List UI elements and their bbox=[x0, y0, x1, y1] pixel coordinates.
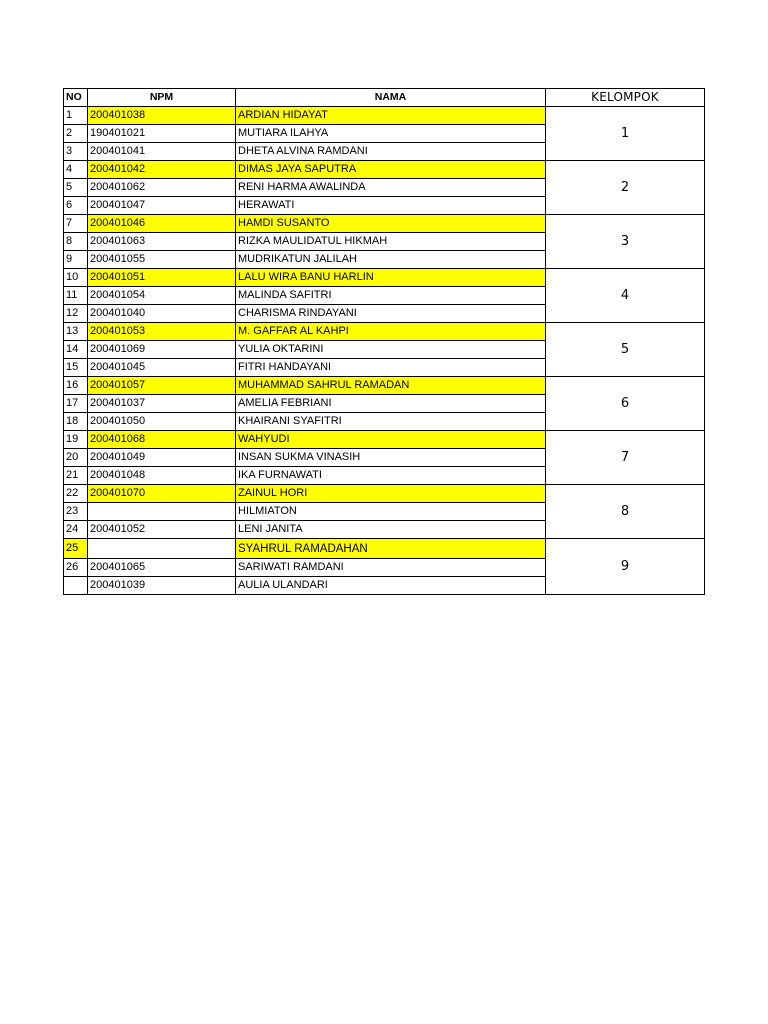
cell-nama: SYAHRUL RAMADAHAN bbox=[236, 539, 546, 559]
cell-nama: YULIA OKTARINI bbox=[236, 341, 546, 359]
cell-npm bbox=[88, 539, 236, 559]
cell-nama: LALU WIRA BANU HARLIN bbox=[236, 269, 546, 287]
cell-no bbox=[64, 577, 88, 595]
cell-npm: 200401045 bbox=[88, 359, 236, 377]
cell-no: 17 bbox=[64, 395, 88, 413]
cell-npm: 200401062 bbox=[88, 179, 236, 197]
cell-npm: 200401040 bbox=[88, 305, 236, 323]
cell-no: 10 bbox=[64, 269, 88, 287]
cell-nama: INSAN SUKMA VINASIH bbox=[236, 449, 546, 467]
cell-npm: 200401039 bbox=[88, 577, 236, 595]
cell-nama: FITRI HANDAYANI bbox=[236, 359, 546, 377]
cell-npm: 200401041 bbox=[88, 143, 236, 161]
cell-npm: 200401050 bbox=[88, 413, 236, 431]
cell-npm: 200401055 bbox=[88, 251, 236, 269]
header-nama: NAMA bbox=[236, 89, 546, 107]
cell-npm: 200401042 bbox=[88, 161, 236, 179]
cell-no: 13 bbox=[64, 323, 88, 341]
cell-npm: 200401053 bbox=[88, 323, 236, 341]
cell-kelompok: 1 bbox=[546, 107, 705, 161]
cell-no: 25 bbox=[64, 539, 88, 559]
cell-nama: HAMDI SUSANTO bbox=[236, 215, 546, 233]
cell-no: 24 bbox=[64, 521, 88, 539]
cell-nama: MUDRIKATUN JALILAH bbox=[236, 251, 546, 269]
cell-nama: MALINDA SAFITRI bbox=[236, 287, 546, 305]
cell-npm: 200401063 bbox=[88, 233, 236, 251]
table-row bbox=[64, 323, 705, 341]
cell-npm: 200401051 bbox=[88, 269, 236, 287]
table-row bbox=[64, 269, 705, 287]
cell-nama: MUTIARA ILAHYA bbox=[236, 125, 546, 143]
cell-nama: DIMAS JAYA SAPUTRA bbox=[236, 161, 546, 179]
cell-nama: DHETA ALVINA RAMDANI bbox=[236, 143, 546, 161]
cell-kelompok: 4 bbox=[546, 269, 705, 323]
cell-npm: 200401065 bbox=[88, 559, 236, 577]
cell-no: 5 bbox=[64, 179, 88, 197]
cell-no: 7 bbox=[64, 215, 88, 233]
header-kelompok: KELOMPOK bbox=[546, 89, 705, 107]
cell-nama: RENI HARMA AWALINDA bbox=[236, 179, 546, 197]
header-npm: NPM bbox=[88, 89, 236, 107]
cell-no: 22 bbox=[64, 485, 88, 503]
cell-no: 26 bbox=[64, 559, 88, 577]
table-row bbox=[64, 539, 705, 559]
cell-nama: SARIWATI RAMDANI bbox=[236, 559, 546, 577]
cell-npm: 200401069 bbox=[88, 341, 236, 359]
cell-nama: ZAINUL HORI bbox=[236, 485, 546, 503]
cell-nama: IKA FURNAWATI bbox=[236, 467, 546, 485]
cell-nama: HILMIATON bbox=[236, 503, 546, 521]
header-row bbox=[64, 89, 705, 107]
cell-no: 12 bbox=[64, 305, 88, 323]
cell-nama: LENI JANITA bbox=[236, 521, 546, 539]
cell-npm bbox=[88, 503, 236, 521]
cell-no: 23 bbox=[64, 503, 88, 521]
cell-kelompok: 3 bbox=[546, 215, 705, 269]
table-row bbox=[64, 107, 705, 125]
cell-npm: 200401048 bbox=[88, 467, 236, 485]
cell-nama: AMELIA FEBRIANI bbox=[236, 395, 546, 413]
cell-no: 15 bbox=[64, 359, 88, 377]
cell-kelompok: 9 bbox=[546, 539, 705, 595]
cell-npm: 200401037 bbox=[88, 395, 236, 413]
cell-npm: 200401070 bbox=[88, 485, 236, 503]
cell-nama: WAHYUDI bbox=[236, 431, 546, 449]
cell-npm: 200401046 bbox=[88, 215, 236, 233]
cell-nama: AULIA ULANDARI bbox=[236, 577, 546, 595]
cell-npm: 200401052 bbox=[88, 521, 236, 539]
header-no: NO bbox=[64, 89, 88, 107]
table-row bbox=[64, 215, 705, 233]
cell-nama: CHARISMA RINDAYANI bbox=[236, 305, 546, 323]
cell-no: 1 bbox=[64, 107, 88, 125]
cell-kelompok: 7 bbox=[546, 431, 705, 485]
cell-no: 20 bbox=[64, 449, 88, 467]
cell-no: 3 bbox=[64, 143, 88, 161]
cell-nama: M. GAFFAR AL KAHPI bbox=[236, 323, 546, 341]
cell-npm: 200401068 bbox=[88, 431, 236, 449]
cell-no: 2 bbox=[64, 125, 88, 143]
cell-npm: 200401054 bbox=[88, 287, 236, 305]
table-row bbox=[64, 377, 705, 395]
table-body bbox=[64, 107, 705, 595]
cell-npm: 200401038 bbox=[88, 107, 236, 125]
cell-no: 19 bbox=[64, 431, 88, 449]
cell-no: 14 bbox=[64, 341, 88, 359]
cell-no: 4 bbox=[64, 161, 88, 179]
table-row bbox=[64, 161, 705, 179]
cell-kelompok: 5 bbox=[546, 323, 705, 377]
cell-nama: HERAWATI bbox=[236, 197, 546, 215]
cell-kelompok: 8 bbox=[546, 485, 705, 539]
cell-npm: 200401057 bbox=[88, 377, 236, 395]
student-group-table bbox=[63, 88, 705, 595]
cell-no: 21 bbox=[64, 467, 88, 485]
cell-nama: MUHAMMAD SAHRUL RAMADAN bbox=[236, 377, 546, 395]
table-row bbox=[64, 485, 705, 503]
cell-nama: RIZKA MAULIDATUL HIKMAH bbox=[236, 233, 546, 251]
cell-npm: 200401047 bbox=[88, 197, 236, 215]
table-row bbox=[64, 431, 705, 449]
cell-nama: KHAIRANI SYAFITRI bbox=[236, 413, 546, 431]
cell-kelompok: 2 bbox=[546, 161, 705, 215]
cell-no: 6 bbox=[64, 197, 88, 215]
cell-npm: 200401049 bbox=[88, 449, 236, 467]
cell-no: 16 bbox=[64, 377, 88, 395]
cell-kelompok: 6 bbox=[546, 377, 705, 431]
cell-no: 8 bbox=[64, 233, 88, 251]
cell-nama: ARDIAN HIDAYAT bbox=[236, 107, 546, 125]
cell-no: 11 bbox=[64, 287, 88, 305]
cell-no: 18 bbox=[64, 413, 88, 431]
cell-npm: 190401021 bbox=[88, 125, 236, 143]
cell-no: 9 bbox=[64, 251, 88, 269]
